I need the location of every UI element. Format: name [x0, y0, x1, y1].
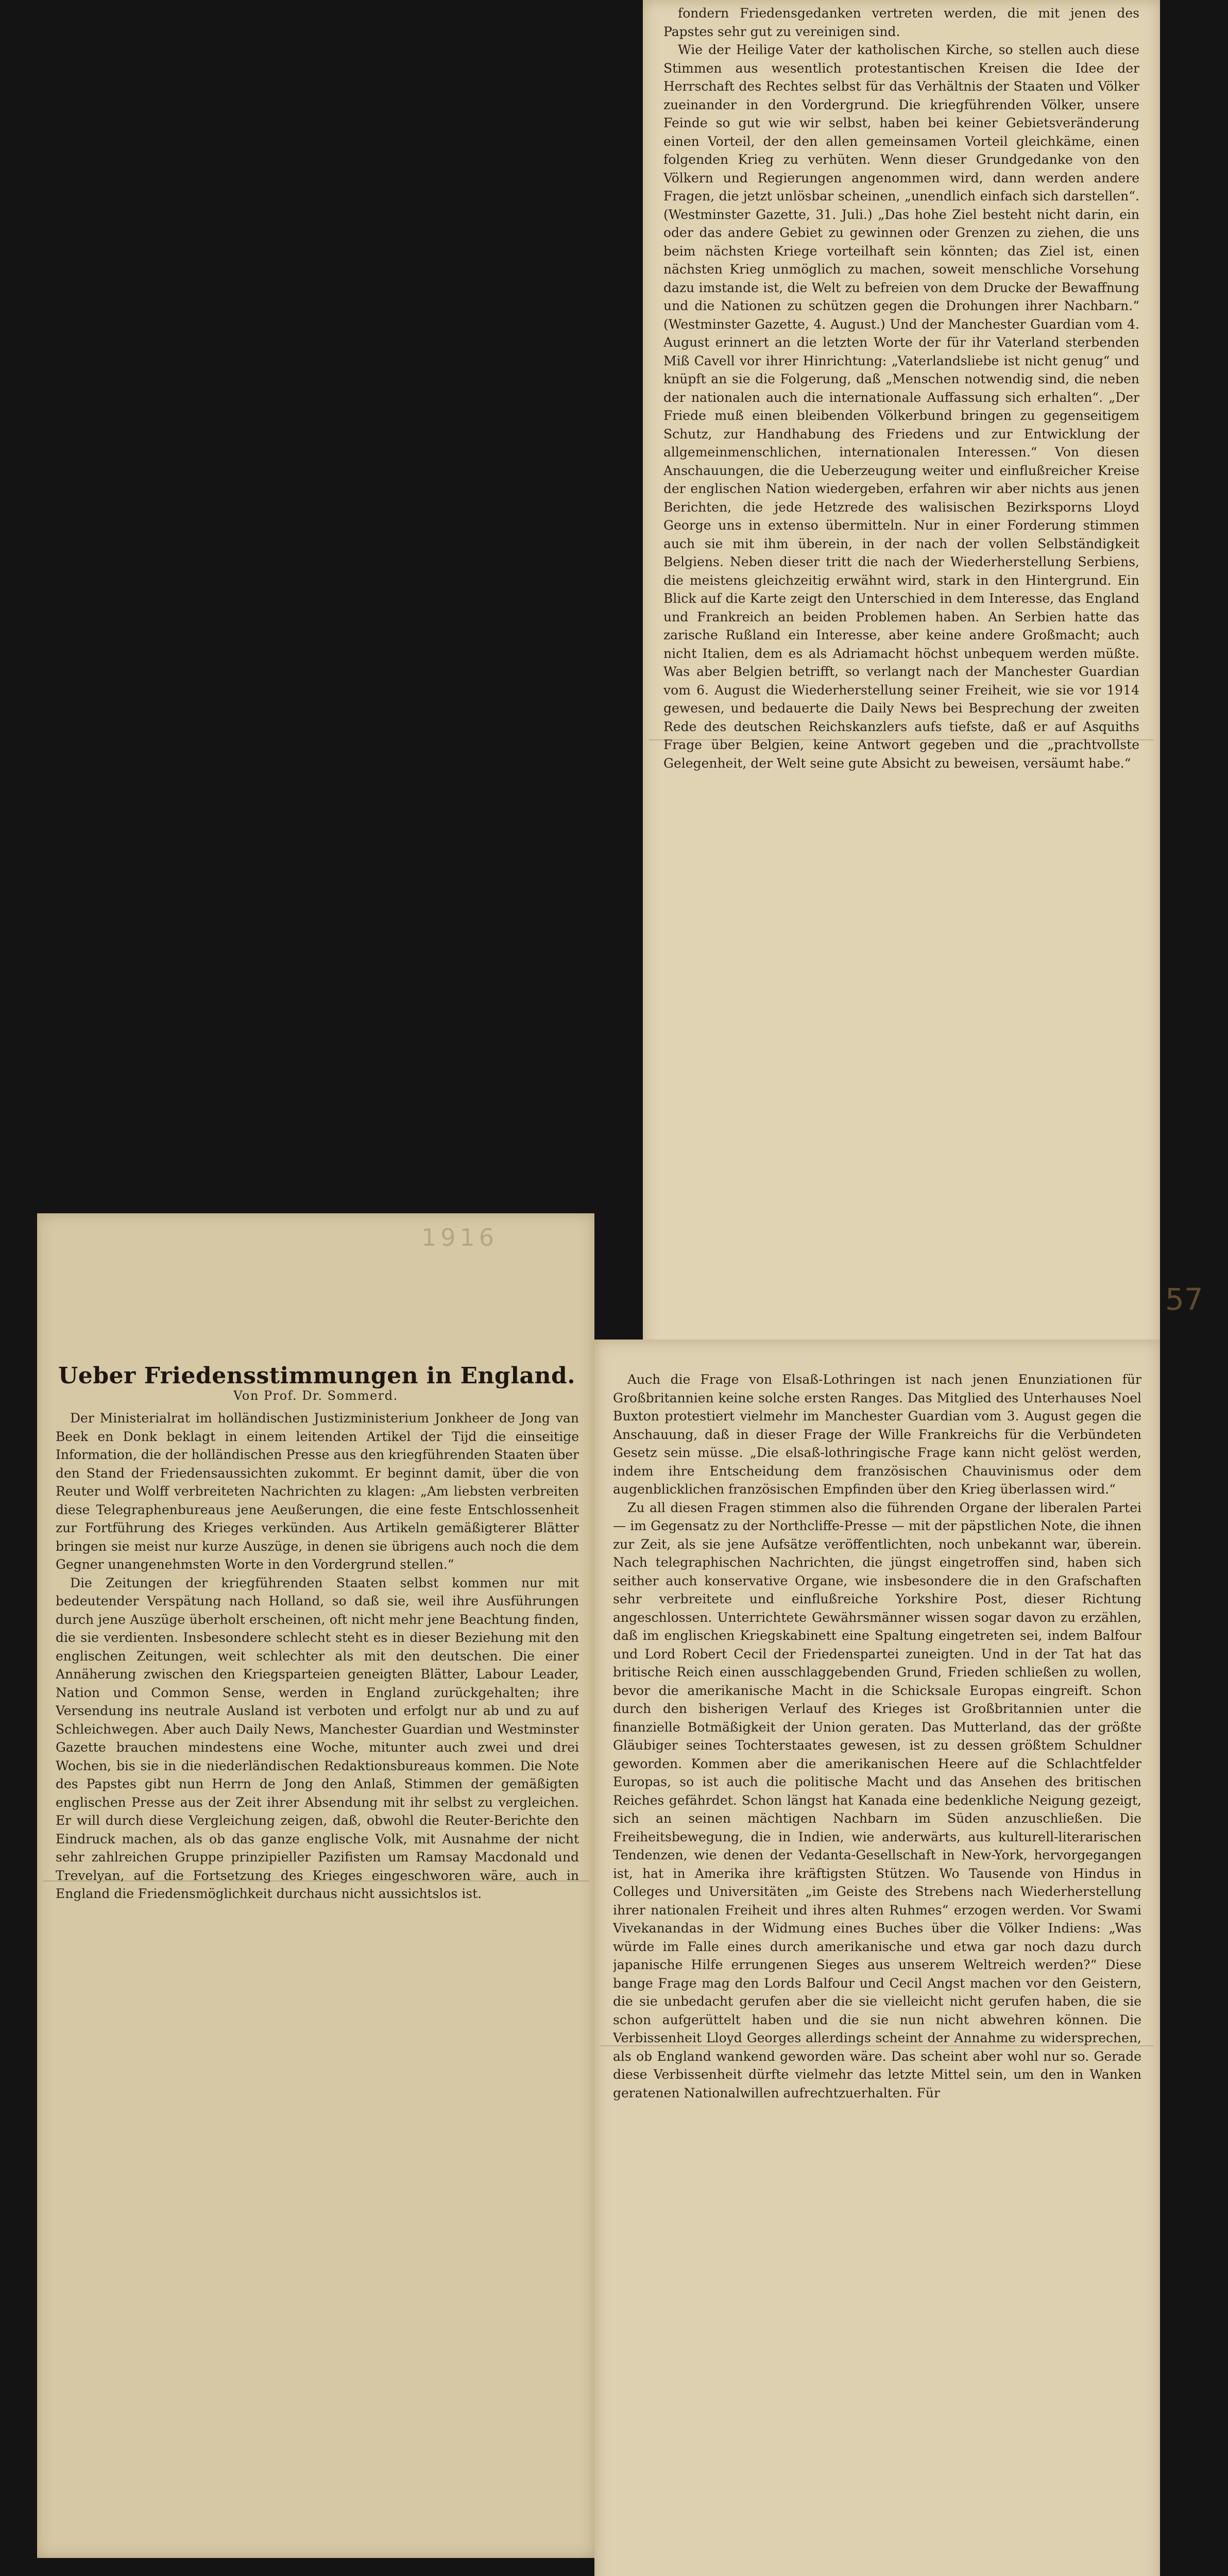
- fold-line: [649, 739, 1154, 740]
- paragraph: Der Ministerialrat im holländischen Justizministerium Jonkheer de Jong van Beek en Donk beklagt in einem leitenden Artikel der Tijd die einseitige Information, die der holländischen Presse aus den kriegführenden Staaten über den Stand der Friedensaussichten zukommt. Er beginnt damit, über die von Reuter und Wolff verbreiteten Nachrichten zu klagen: „Am liebsten verbreiten diese Telegraphenbureaus jene Aeußerungen, die eine feste Entschlossenheit zur Fortführung des Krieges verkünden. Aus Artikeln gemäßigterer Blätter bringen sie meist nur kurze Auszüge, in denen sie übrigens auch noch die dem Gegner unangenehmsten Worte in den Vordergrund stellen.“: [56, 1411, 579, 1572]
- clipping-left: [37, 1213, 594, 2558]
- fold-line: [601, 2045, 1154, 2046]
- article-byline: Von Prof. Dr. Sommerd.: [233, 1388, 398, 1403]
- clipping-middle: [594, 1340, 1160, 2576]
- article-column-top: [663, 4, 1139, 1504]
- paragraph: Wie der Heilige Vater der katholischen Kirche, so stellen auch diese Stimmen aus wesentlich protestantischen Kreisen die Idee der Herrschaft des Rechtes selbst für das Verhältnis der Staaten und Völker zueinander in den Vordergrund. Die kriegführenden Völker, unsere Feinde so gut wie wir selbst, haben bei keiner Gebietsveränderung einen Vorteil, der den allen gemeinsamen Vorteil gleichkäme, einen folgenden Krieg zu verhüten. Wenn dieser Grundgedanke von den Völkern und Regierungen angenommen wird, dann werden andere Fragen, die jetzt unlösbar scheinen, „unendlich einfach sich darstellen“. (Westminster Gazette, 31. Juli.) „Das hohe Ziel besteht nicht darin, ein oder das andere Gebiet zu gewinnen oder Grenzen zu ziehen, die uns beim nächsten Kriege vorteilhaft sein könnten; das Ziel ist, einen nächsten Krieg unmöglich zu machen, soweit menschliche Vorsehung dazu imstande ist, die Welt zu befreien von dem Drucke der Bewaffnung und die Nationen zu schützen gegen die Drohungen ihrer Nachbarn.“ (Westminster Gazette, 4. August.) Und der Manchester Guardian vom 4. August erinnert an die letzten Worte der für ihr Vaterland sterbenden Miß Cavell vor ihrer Hinrichtung: „Vaterlandsliebe ist nicht genug“ und knüpft an sie die Folgerung, daß „Menschen notwendig sind, die neben der nationalen auch die internationale Auffassung sich erhalten“. „Der Friede muß einen bleibenden Völkerbund bringen zu gegenseitigem Schutz, zur Handhabung des Friedens und zur Entwicklung der allgemeinmenschlichen, internationalen Interessen.“ Von diesen Anschauungen, die die Ueberzeugung weiter und einflußreicher Kreise der englischen Nation wiedergeben, erfahren wir aber nichts aus jenen Berichten, die jede Hetzrede des walisischen Bezirksporns Lloyd George uns in extenso übermitteln. Nur in einer Forderung stimmen auch sie mit ihm überein, in der nach der vollen Selbständigkeit Belgiens. Neben dieser tritt die nach der Wiederherstellung Serbiens, die meistens gleichzeitig erwähnt wird, stark in den Hintergrund. Ein Blick auf die Karte zeigt den Unterschied in dem Interesse, das England und Frankreich an beiden Problemen haben. An Serbien hatte das zarische Rußland ein Interesse, aber keine andere Großmacht; auch nicht Italien, dem es als Adriamacht höchst unbequem werden müßte. Was aber Belgien betrifft, so verlangt nach der Manchester Guardian vom 6. August die Wiederherstellung seiner Freiheit, wie sie vor 1914 gewesen, und bedauerte die Daily News bei Besprechung der zweiten Rede des deutschen Reichskanzlers aufs tiefste, daß er auf Asquiths Frage über Belgien, keine Antwort gegeben und die „prachtvollste Gelegenheit, der Welt seine gute Absicht zu beweisen, versäumt habe.“: [663, 42, 1139, 771]
- article-column-left: [56, 1409, 579, 2553]
- paragraph: fondern Friedensgedanken vertreten werden, die mit jenen des Papstes sehr gut zu vereinigen sind.: [663, 6, 1139, 39]
- paragraph: Zu all diesen Fragen stimmen also die führenden Organe der liberalen Partei — im Gegensatz zu der Northcliffe-Presse — mit der päpstlichen Note, die ihnen zur Zeit, als sie jene Aufsätze veröffentlichten, noch unbekannt war, überein. Nach telegraphischen Nachrichten, die jüngst eingetroffen sind, haben sich seither auch konservative Organe, wie insbesondere die in den Grafschaften sehr verbreitete und einflußreiche Yorkshire Post, dieser Richtung angeschlossen. Unterrichtete Gewährsmänner wissen sogar davon zu erzählen, daß im englischen Kriegskabinett eine Spaltung eingetreten sei, indem Balfour und Lord Robert Cecil der Friedenspartei zuneigten. Und in der Tat hat das britische Reich einen ausschlaggebenden Grund, Frieden schließen zu wollen, bevor die amerikanische Macht in die Schicksale Europas eingreift. Schon durch den bisherigen Verlauf des Krieges ist Großbritannien unter die finanzielle Botmäßigkeit der Union geraten. Das Mutterland, das der größte Gläubiger seines Tochterstaates gewesen, ist zu dessen größtem Schuldner geworden. Kommen aber die amerikanischen Heere auf die Schlachtfelder Europas, so ist auch die politische Macht und das Ansehen des britischen Reiches gefährdet. Schon längst hat Kanada eine bedenkliche Neigung gezeigt, sich an seinen mächtigen Nachbarn im Süden anzuschließen. Die Freiheitsbewegung, die in Indien, wie anderwärts, aus kulturell-literarischen Tendenzen, wie denen der Vedanta-Gesellschaft in New-York, hervorgegangen ist, hat in Amerika ihre kräftigsten Stützen. Wo Tausende von Hindus in Colleges und Universitäten „im Geiste des Strebens nach Wiederherstellung ihrer nationalen Freiheit und ihres alten Ruhmes“ erzogen werden. Vor Swami Vivekanandas in der Widmung eines Buches über die Völker Indiens: „Was würde im Falle eines durch amerikanische und etwa gar noch dazu durch japanische Hilfe errungenen Sieges aus unserem Weltreich werden?“ Diese bange Frage mag den Lords Balfour und Cecil Angst machen vor den Geistern, die sie unbedacht gerufen aber die sie vielleicht nicht gerufen haben, die sie schon aufgerüttelt haben und die sie nun nicht abwehren können. Die Verbissenheit Lloyd Georges allerdings scheint der Annahme zu widersprechen, als ob England wankend geworden wäre. Das scheint aber wohl nur so. Gerade diese Verbissenheit dürfte vielmehr das letzte Mittel sein, um den in Wanken geratenen Nationalwillen aufrechtzuerhalten. Für: [613, 1500, 1141, 2100]
- page-number: 57: [1165, 1282, 1203, 1317]
- clipping-top: [643, 0, 1160, 1510]
- paragraph: Auch die Frage von Elsaß-Lothringen ist nach jenen Enunziationen für Großbritannien keine solche ersten Ranges. Das Mitglied des Unterhauses Noel Buxton protestiert vielmehr im Manchester Guardian vom 3. August gegen die Anschauung, daß in dieser Frage der Wille Frankreichs für die Verbündeten Gesetz sein müsse. „Die elsaß-lothringische Frage kann nicht gelöst werden, indem ihre Entscheidung dem französischen Chauvinismus oder dem augenblicklichen französischen Empfinden über den Krieg überlassen wird.“: [613, 1372, 1141, 1497]
- fold-line: [43, 1880, 589, 1882]
- paragraph: Die Zeitungen der kriegführenden Staaten selbst kommen nur mit bedeutender Verspätung nach Holland, so daß sie, weil ihre Ausführungen durch jene Auszüge überholt erscheinen, oft nicht mehr jene Beachtung finden, die sie verdienten. Insbesondere schlecht steht es in dieser Beziehung mit den englischen Zeitungen, weit schlechter als mit den deutschen. Die einer Annäherung zwischen den Kriegsparteien geneigten Blätter, Labour Leader, Nation und Common Sense, werden in England zurückgehalten; ihre Versendung ins neutrale Ausland ist verboten und erfolgt nur ab und zu auf Schleichwegen. Aber auch Daily News, Manchester Guardian und Westminster Gazette brauchen mindestens eine Woche, mitunter auch zwei und drei Wochen, bis sie in die niederländischen Redaktionsbureaus kommen. Die Note des Papstes gibt nun Herrn de Jong den Anlaß, Stimmen der gemäßigten englischen Presse aus der Zeit ihrer Absendung mit ihr selbst zu vergleichen. Er will durch diese Vergleichung zeigen, daß, obwohl die Reuter-Berichte den Eindruck machen, als ob das ganze englische Volk, mit Ausnahme der nicht sehr zahlreichen Gruppe prinzipieller Pazifisten um Ramsay Macdonald und Trevelyan, auf die Fortsetzung des Krieges eingeschworen wäre, auch in England die Friedensmöglichkeit durchaus nicht aussichtslos ist.: [56, 1575, 579, 1901]
- article-column-middle: [613, 1370, 1141, 2576]
- article-headline: Ueber Friedensstimmungen in England.: [58, 1363, 576, 1389]
- archive-stamp: 1916: [421, 1224, 499, 1251]
